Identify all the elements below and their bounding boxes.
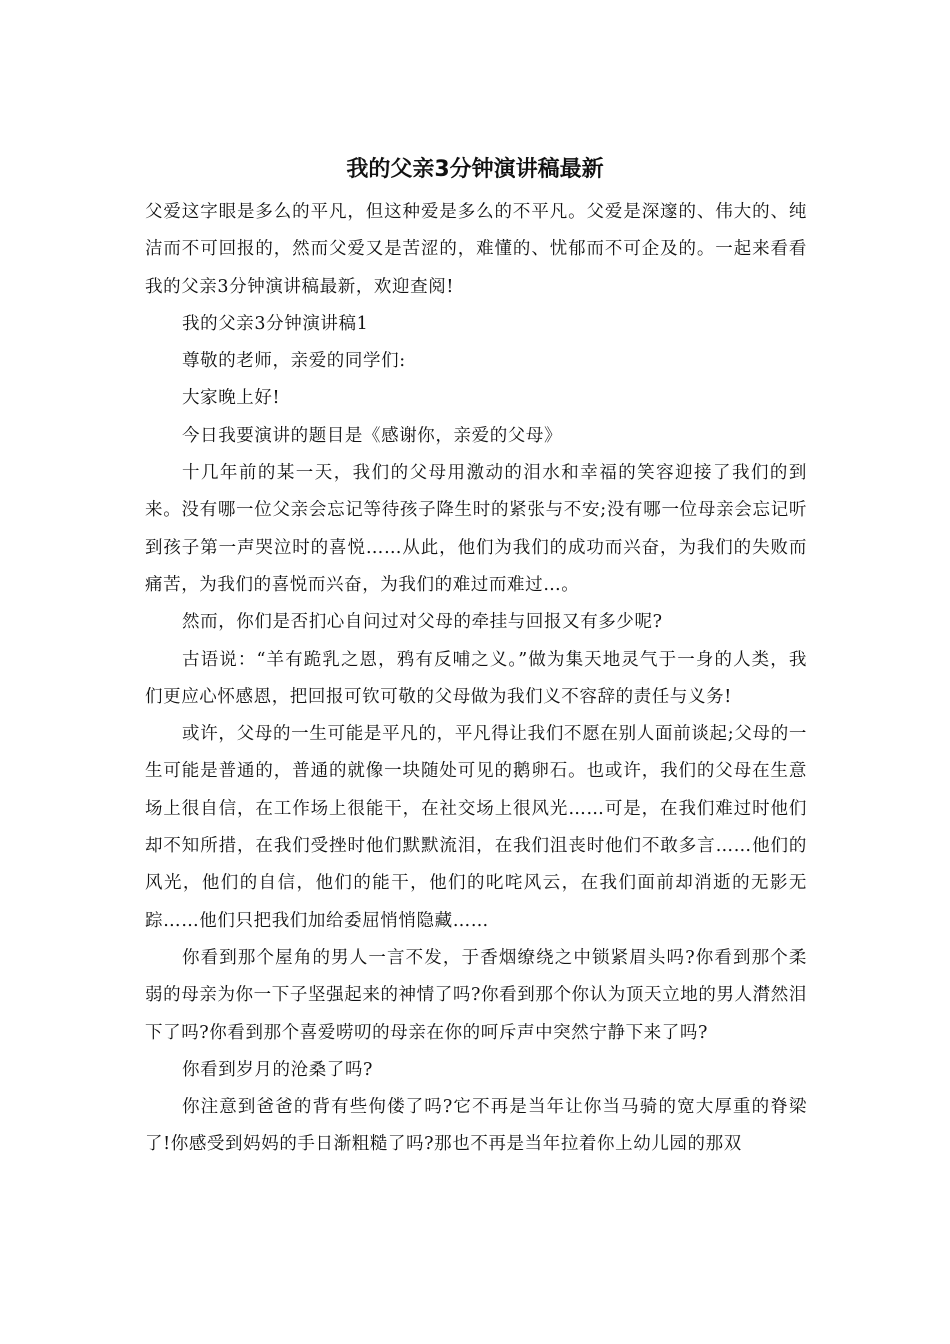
body-paragraph: 或许，父母的一生可能是平凡的，平凡得让我们不愿在别人面前谈起;父母的一生可能是普通的，普通的就像一块随处可见的鹅卵石。也或许，我们的父母在生意场上很自信，在工作场上很能干，在社交场上很风光……可是，在我们难过时他们却不知所措，在我们受挫时他们默默流泪，在我们沮丧时他们不敢多言……他们的风光，他们的自信，他们的能干，他们的叱咤风云，在我们面前却消逝的无影无踪……他们只把我们加给委屈悄悄隐藏…… (145, 724, 807, 931)
salutation-paragraph: 尊敬的老师，亲爱的同学们: (182, 351, 406, 372)
topic-paragraph: 今日我要演讲的题目是《感谢你，亲爱的父母》 (182, 425, 563, 446)
speech-heading: 我的父亲3分钟演讲稿1 (182, 313, 369, 334)
body-paragraph: 十几年前的某一天，我们的父母用激动的泪水和幸福的笑容迎接了我们的到来。没有哪一位父亲会忘记等待孩子降生时的紧张与不安;没有哪一位母亲会忘记听到孩子第一声哭泣时的喜悦……从此，他们为我们的成功而兴奋，为我们的失败而痛苦，为我们的喜悦而兴奋，为我们的难过而难过…。 (145, 463, 807, 595)
body-paragraph: 然而，你们是否扪心自问过对父母的牵挂与回报又有多少呢? (182, 612, 663, 633)
document-title: 我的父亲3分钟演讲稿最新 (346, 157, 604, 182)
document-body (145, 194, 807, 1164)
body-paragraph: 古语说：“羊有跪乳之恩，鸦有反哺之义。”做为集天地灵气于一身的人类，我们更应心怀感恩，把回报可钦可敬的父母做为我们义不容辞的责任与义务! (145, 649, 807, 707)
body-paragraph: 你看到那个屋角的男人一言不发，于香烟缭绕之中锁紧眉头吗?你看到那个柔弱的母亲为你一下子坚强起来的神情了吗?你看到那个你认为顶天立地的男人潸然泪下了吗?你看到那个喜爱唠叨的母亲在你的呵斥声中突然宁静下来了吗? (145, 947, 807, 1043)
body-paragraph: 你注意到爸爸的背有些佝偻了吗?它不再是当年让你当马骑的宽大厚重的脊梁了!你感受到妈妈的手日渐粗糙了吗?那也不再是当年拉着你上幼儿园的那双 (145, 1097, 807, 1155)
body-paragraph: 你看到岁月的沧桑了吗? (182, 1059, 373, 1080)
intro-paragraph: 父爱这字眼是多么的平凡，但这种爱是多么的不平凡。父爱是深邃的、伟大的、纯洁而不可回报的，然而父爱又是苦涩的，难懂的、忧郁而不可企及的。一起来看看我的父亲3分钟演讲稿最新，欢迎查阅! (145, 202, 807, 297)
greeting-paragraph: 大家晚上好! (182, 388, 281, 409)
